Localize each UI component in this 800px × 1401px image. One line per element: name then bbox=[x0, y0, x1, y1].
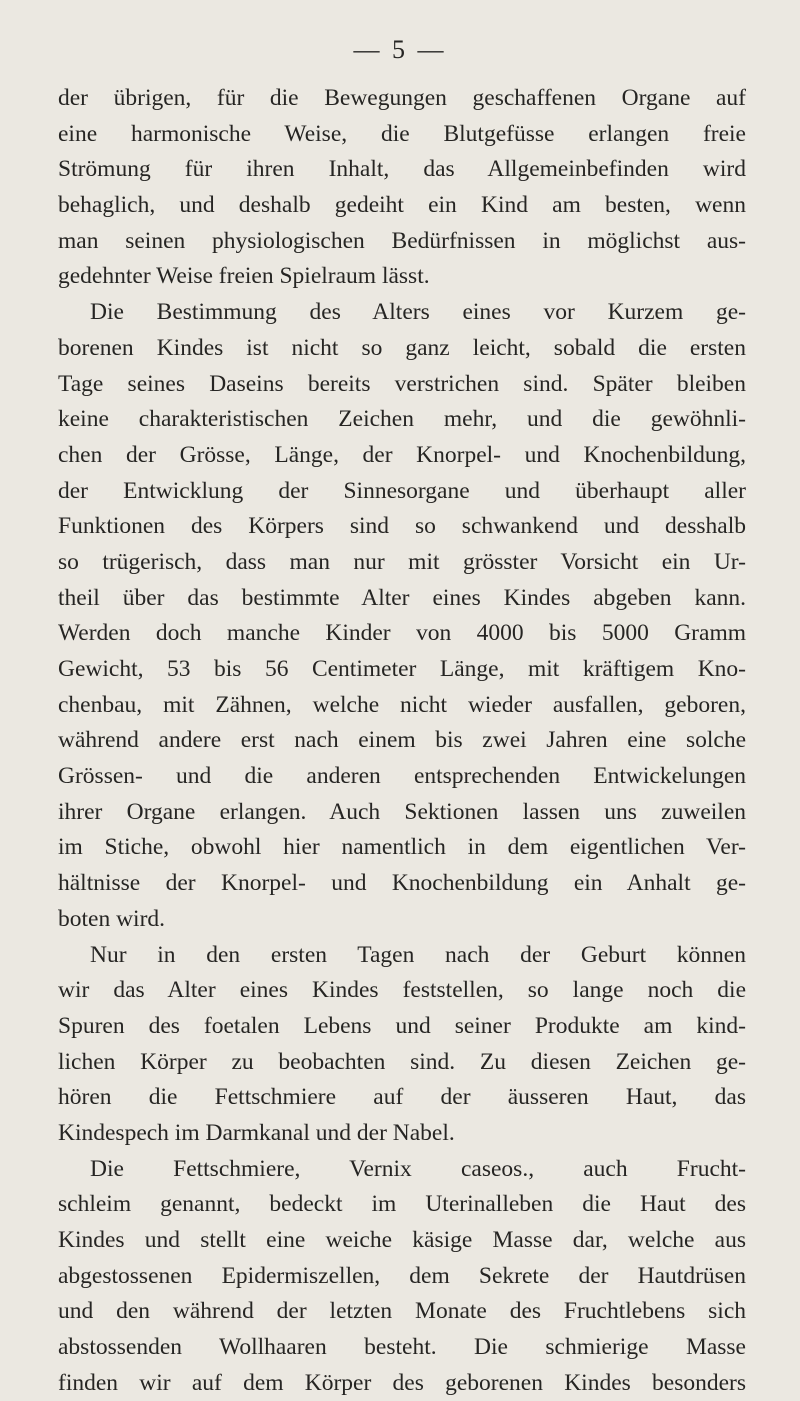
body-text bbox=[58, 81, 746, 1401]
text-line: der übrigen, für die Bewegungen geschaffenen Organe auf bbox=[58, 85, 746, 111]
text-line: hören die Fettschmiere auf der äusseren Haut, das bbox=[58, 1084, 746, 1111]
text-line: gedehnter Weise freien Spielraum lässt. bbox=[58, 263, 430, 290]
text-line: ihrer Organe erlangen. Auch Sektionen lassen uns zuweilen bbox=[58, 798, 746, 825]
text-line: abstossenden Wollhaaren besteht. Die schmierige Masse bbox=[58, 1334, 746, 1361]
text-line: Die Fettschmiere, Vernix caseos., auch Frucht- bbox=[90, 1155, 746, 1182]
text-line: Kindes und stellt eine weiche käsige Masse dar, welche aus bbox=[58, 1227, 746, 1253]
text-line: abgestossenen Epidermiszellen, dem Sekrete der Hautdrüsen bbox=[58, 1262, 746, 1289]
text-line: finden wir auf dem Körper des geborenen Kindes besonders bbox=[58, 1369, 746, 1396]
text-line: schleim genannt, bedeckt im Uterinalleben die Haut des bbox=[58, 1191, 746, 1218]
text-line: hältnisse der Knorpel- und Knochenbildung ein Anhalt ge- bbox=[58, 870, 746, 897]
page-number: — 5 — bbox=[353, 35, 447, 64]
text-line: Gewicht, 53 bis 56 Centimeter Länge, mit kräftigem Kno- bbox=[58, 656, 746, 682]
text-line: theil über das bestimmte Alter eines Kindes abgeben kann. bbox=[58, 584, 746, 611]
text-line: während andere erst nach einem bis zwei Jahren eine solche bbox=[58, 727, 746, 754]
text-line: wir das Alter eines Kindes feststellen, so lange noch die bbox=[58, 977, 746, 1004]
text-line: Funktionen des Körpers sind so schwankend und desshalb bbox=[58, 513, 746, 540]
text-line: eine harmonische Weise, die Blutgefüsse erlangen freie bbox=[58, 120, 746, 147]
text-line: so trügerisch, dass man nur mit grösster Vorsicht ein Ur- bbox=[58, 548, 746, 575]
text-line: Kindespech im Darmkanal und der Nabel. bbox=[58, 1119, 455, 1146]
text-line: Nur in den ersten Tagen nach der Geburt können bbox=[90, 941, 746, 968]
text-line: und den während der letzten Monate des Fruchtlebens sich bbox=[58, 1298, 746, 1325]
text-line: borenen Kindes ist nicht so ganz leicht, sobald die ersten bbox=[58, 334, 746, 361]
text-line: behaglich, und deshalb gedeiht ein Kind am besten, wenn bbox=[58, 192, 746, 219]
text-line: Tage seines Daseins bereits verstrichen sind. Später bleiben bbox=[58, 370, 746, 397]
text-line: Spuren des foetalen Lebens und seiner Produkte am kind- bbox=[58, 1012, 746, 1039]
text-line: der Entwicklung der Sinnesorgane und überhaupt aller bbox=[58, 477, 746, 504]
text-line: chenbau, mit Zähnen, welche nicht wieder ausfallen, geboren, bbox=[58, 691, 746, 718]
text-line: keine charakteristischen Zeichen mehr, und die gewöhnli- bbox=[58, 406, 746, 433]
text-line: im Stiche, obwohl hier namentlich in dem eigentlichen Ver- bbox=[58, 834, 746, 861]
text-line: Grössen- und die anderen entsprechenden Entwickelungen bbox=[58, 763, 746, 790]
text-line: Werden doch manche Kinder von 4000 bis 5000 Gramm bbox=[58, 620, 746, 647]
text-line: chen der Grösse, Länge, der Knorpel- und Knochenbildung, bbox=[58, 441, 746, 468]
text-line: Strömung für ihren Inhalt, das Allgemeinbefinden wird bbox=[58, 156, 746, 183]
text-line: man seinen physiologischen Bedürfnissen in möglichst aus- bbox=[58, 227, 746, 254]
text-line: boten wird. bbox=[58, 905, 166, 932]
text-line: lichen Körper zu beobachten sind. Zu diesen Zeichen ge- bbox=[58, 1048, 746, 1075]
text-line: Die Bestimmung des Alters eines vor Kurzem ge- bbox=[90, 299, 746, 326]
